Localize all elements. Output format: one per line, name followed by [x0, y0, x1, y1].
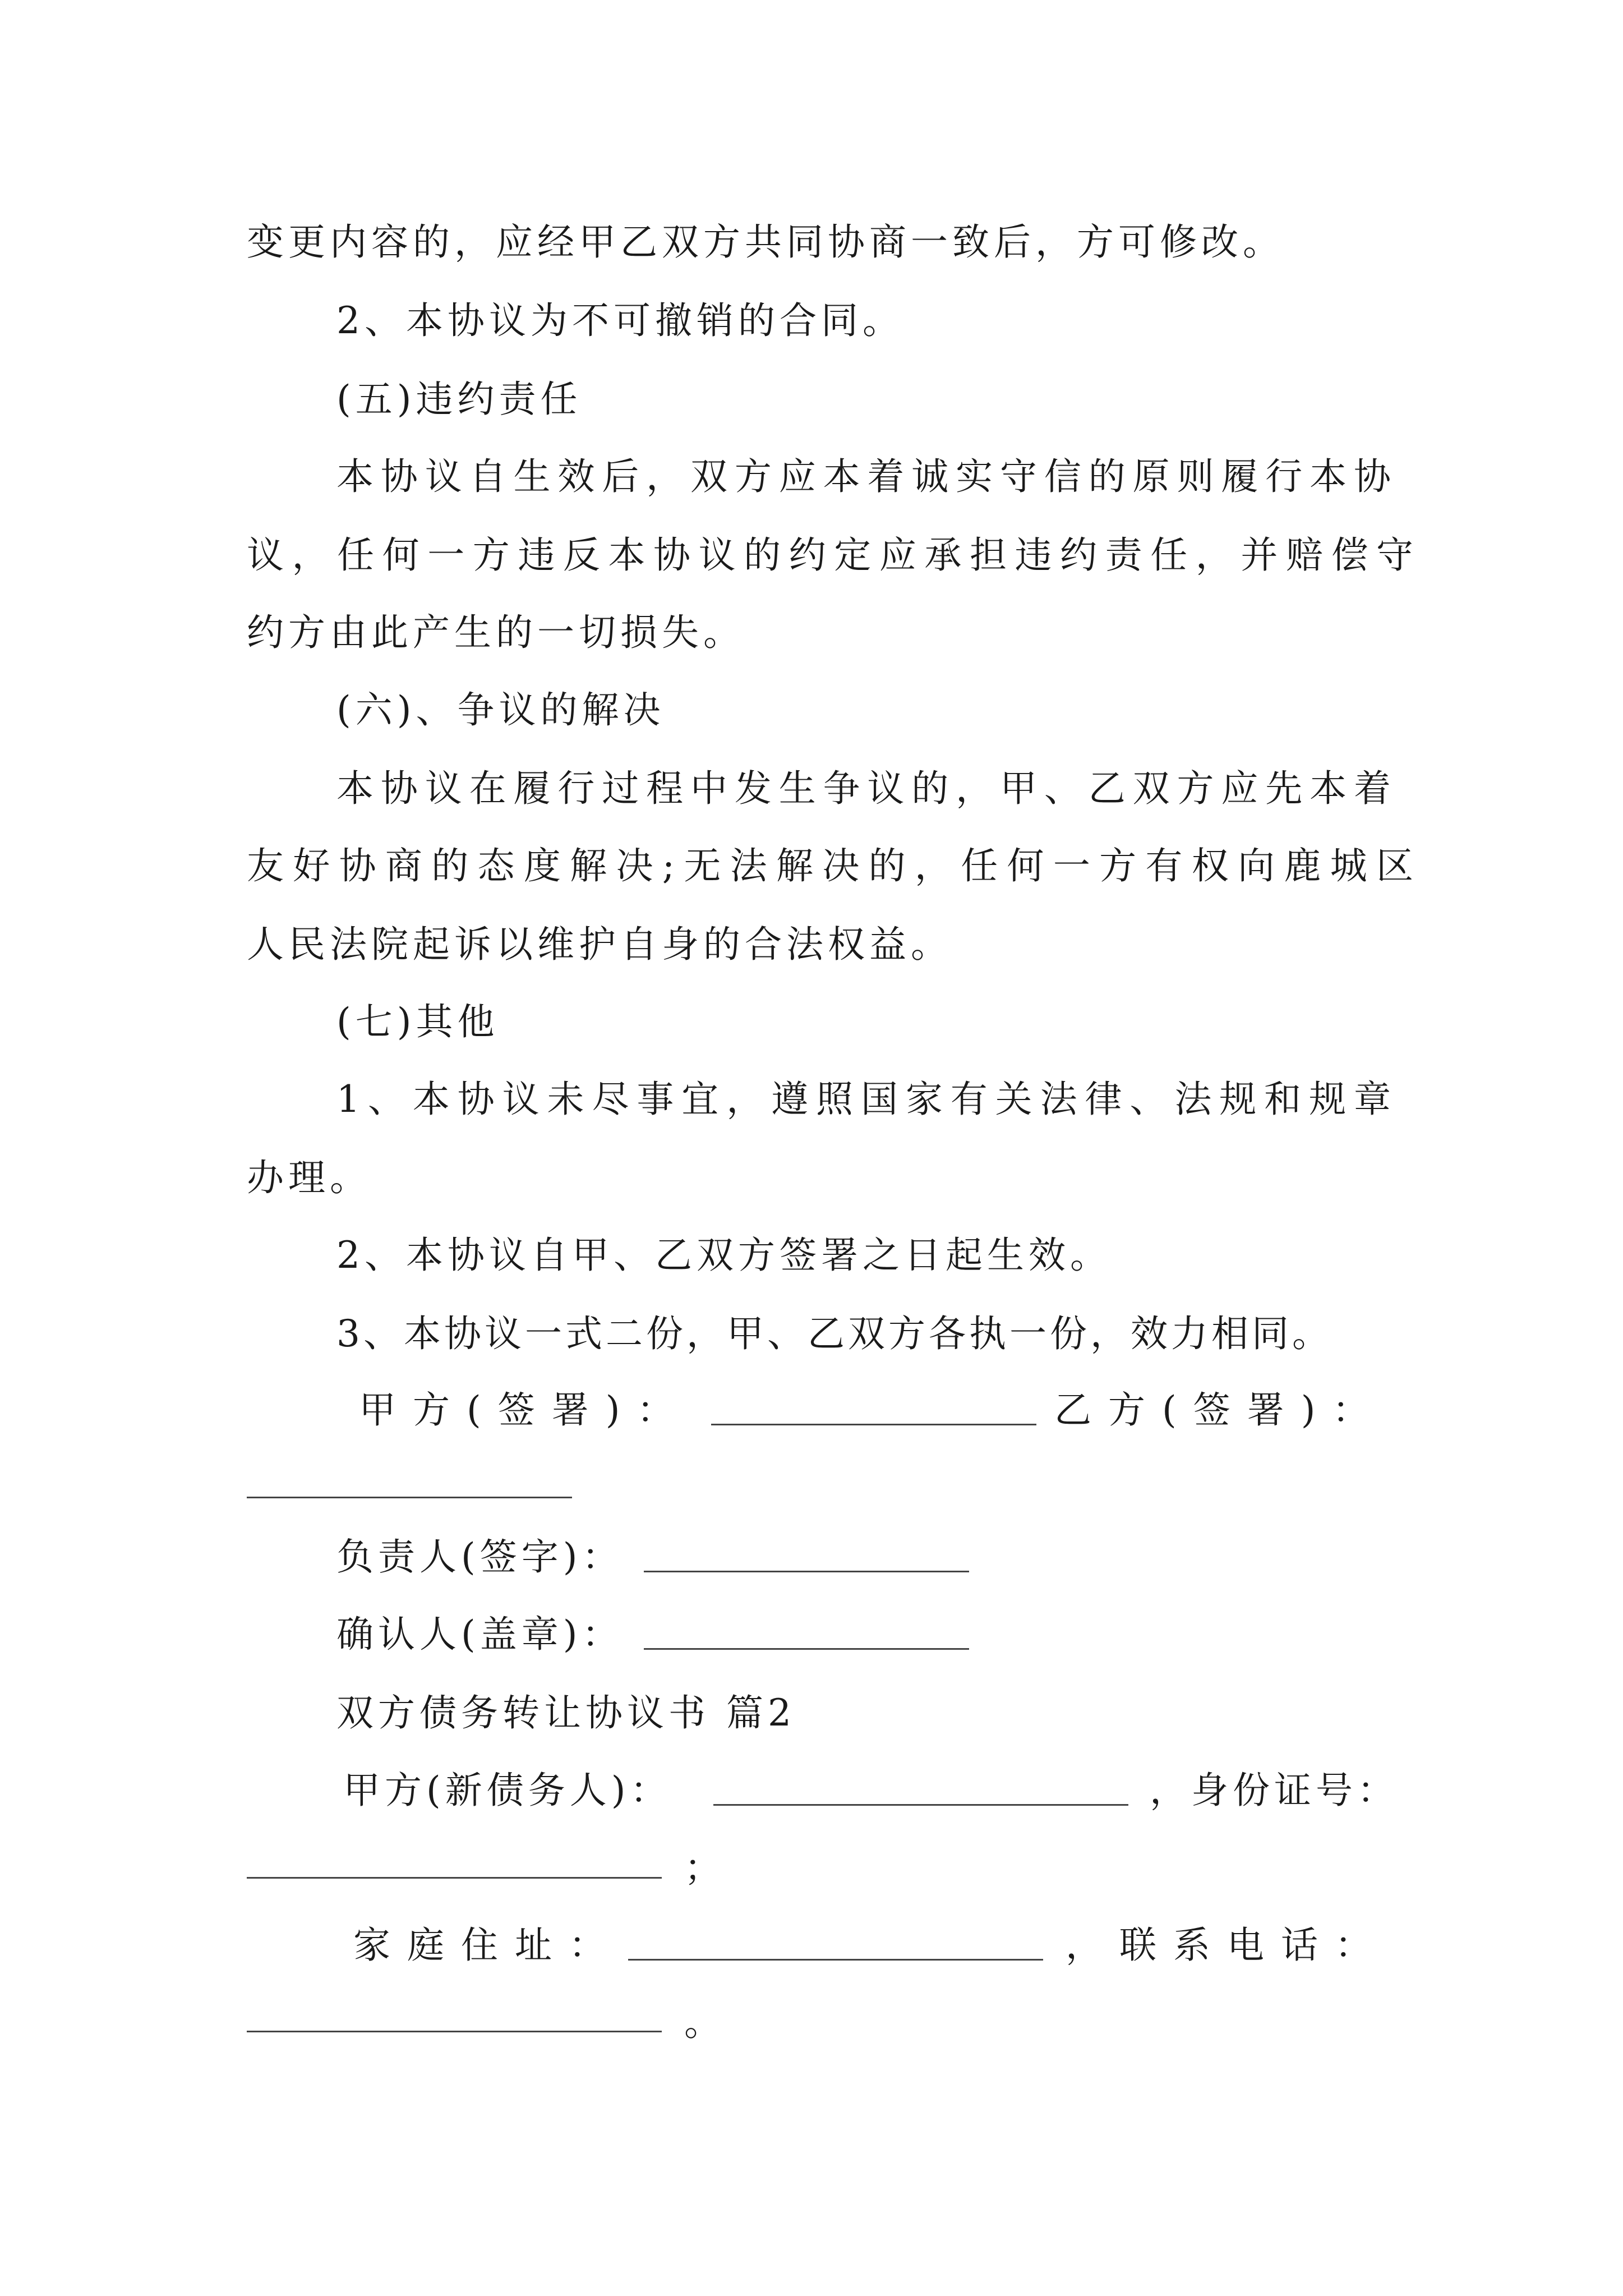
- paragraph-breach-line-1: 本协议自生效后，双方应本着诚实守信的原则履行本协: [336, 455, 1391, 498]
- paragraph-other-line-1: 1、本协议未尽事宜，遵照国家有关法律、法规和规章: [336, 1078, 1391, 1121]
- party-b-signature-label: 乙方(签署)：: [1054, 1388, 1386, 1432]
- paragraph-dispute-line-1: 本协议在履行过程中发生争议的，甲、乙双方应先本着: [336, 767, 1391, 810]
- heading-other: (七)其他: [336, 1000, 499, 1043]
- confirmer-field[interactable]: [644, 1648, 969, 1650]
- party-a-signature-field[interactable]: [711, 1424, 1036, 1425]
- signature-row: [359, 1388, 1413, 1433]
- paragraph-breach-line-3: 约方由此产生的一切损失。: [247, 611, 745, 654]
- id-number-label: ，身份证号：: [1150, 1769, 1399, 1812]
- new-debtor-field[interactable]: [713, 1804, 1128, 1806]
- address-field[interactable]: [628, 1959, 1043, 1961]
- responsible-person-field[interactable]: [644, 1571, 969, 1572]
- period: 。: [684, 2001, 726, 2044]
- paragraph-dispute-line-2: 友好协商的态度解决;无法解决的，任何一方有权向鹿城区: [247, 844, 1413, 887]
- paragraph-breach-line-2: 议，任何一方违反本协议的约定应承担违约责任，并赔偿守: [247, 533, 1413, 577]
- heading-dispute-resolution: (六)、争议的解决: [336, 688, 665, 731]
- phone-field[interactable]: [247, 2031, 662, 2032]
- semicolon: ；: [684, 1846, 726, 1889]
- address-label: 家庭住址：: [353, 1924, 623, 1967]
- paragraph-irrevocable: 2、本协议为不可撤销的合同。: [336, 299, 904, 342]
- phone-label: ，联系电话：: [1066, 1924, 1389, 1967]
- confirmer-label: 确认人(盖章)：: [336, 1613, 624, 1656]
- paragraph-copies: 3、本协议一式二份，甲、乙双方各执一份，效力相同。: [336, 1312, 1332, 1355]
- paragraph-effective: 2、本协议自甲、乙双方签署之日起生效。: [336, 1234, 1112, 1277]
- paragraph-other-line-2: 办理。: [247, 1156, 371, 1199]
- new-debtor-label: 甲方(新债务人)：: [343, 1769, 672, 1812]
- party-b-signature-field[interactable]: [247, 1497, 572, 1498]
- section-2-title: 双方债务转让协议书 篇2: [336, 1691, 796, 1734]
- heading-breach-liability: (五)违约责任: [336, 378, 582, 421]
- paragraph-dispute-line-3: 人民法院起诉以维护自身的合法权益。: [247, 923, 952, 966]
- responsible-person-label: 负责人(签字)：: [336, 1535, 624, 1579]
- party-a-signature-label: 甲方(签署)：: [359, 1388, 691, 1432]
- id-number-field[interactable]: [247, 1877, 662, 1879]
- paragraph-modification: 变更内容的，应经甲乙双方共同协商一致后，方可修改。: [247, 220, 1284, 264]
